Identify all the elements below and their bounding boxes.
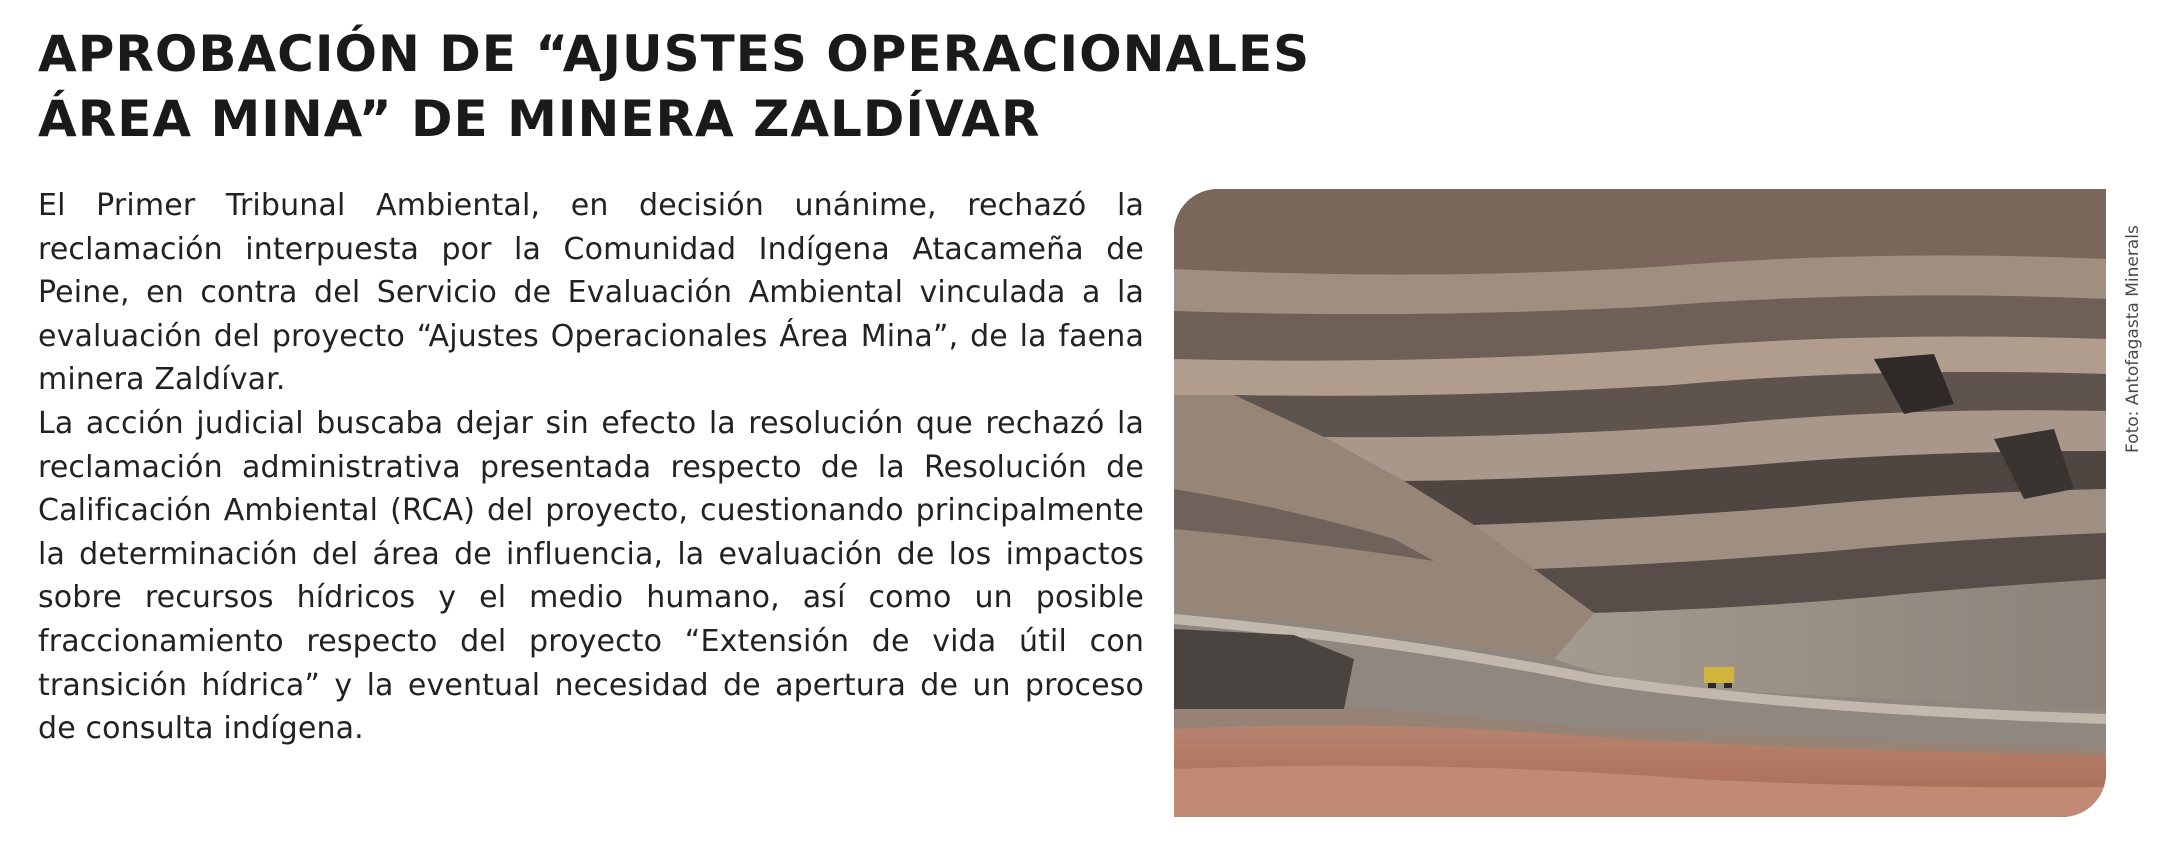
paragraph-1: El Primer Tribunal Ambiental, en decisión unánime, rechazó la reclamación interpuesta por la Comunidad Indígena Atacameña de Peine, en contra del Servicio de Evaluación Ambiental vinculada a la evaluación del proyecto “Ajustes Operacionales Área Mina”, de la faena minera Zaldívar. (38, 188, 1144, 398)
article-body (38, 184, 1144, 751)
open-pit-mine-image (1174, 189, 2106, 817)
open-pit-mine-photo (1174, 189, 2106, 817)
title-line-2: ÁREA MINA” DE MINERA ZALDÍVAR (38, 90, 1041, 148)
title-line-1: APROBACIÓN DE “AJUSTES OPERACIONALES (38, 25, 1311, 83)
article-title (38, 22, 1311, 152)
paragraph-2: La acción judicial buscaba dejar sin efecto la resolución que rechazó la reclamación administrativa presentada respecto de la Resolución de Calificación Ambiental (RCA) del proyecto, cuestionando principalmente la determinación del área de influencia, la evaluación de los impactos sobre recursos hídricos y el medio humano, así como un posible fraccionamiento respecto del proyecto “Extensión de vida útil con transición hídrica” y la eventual necesidad de apertura de un proceso de consulta indígena. (38, 405, 1144, 747)
photo-credit: Foto: Antofagasta Minerals (2123, 225, 2143, 453)
